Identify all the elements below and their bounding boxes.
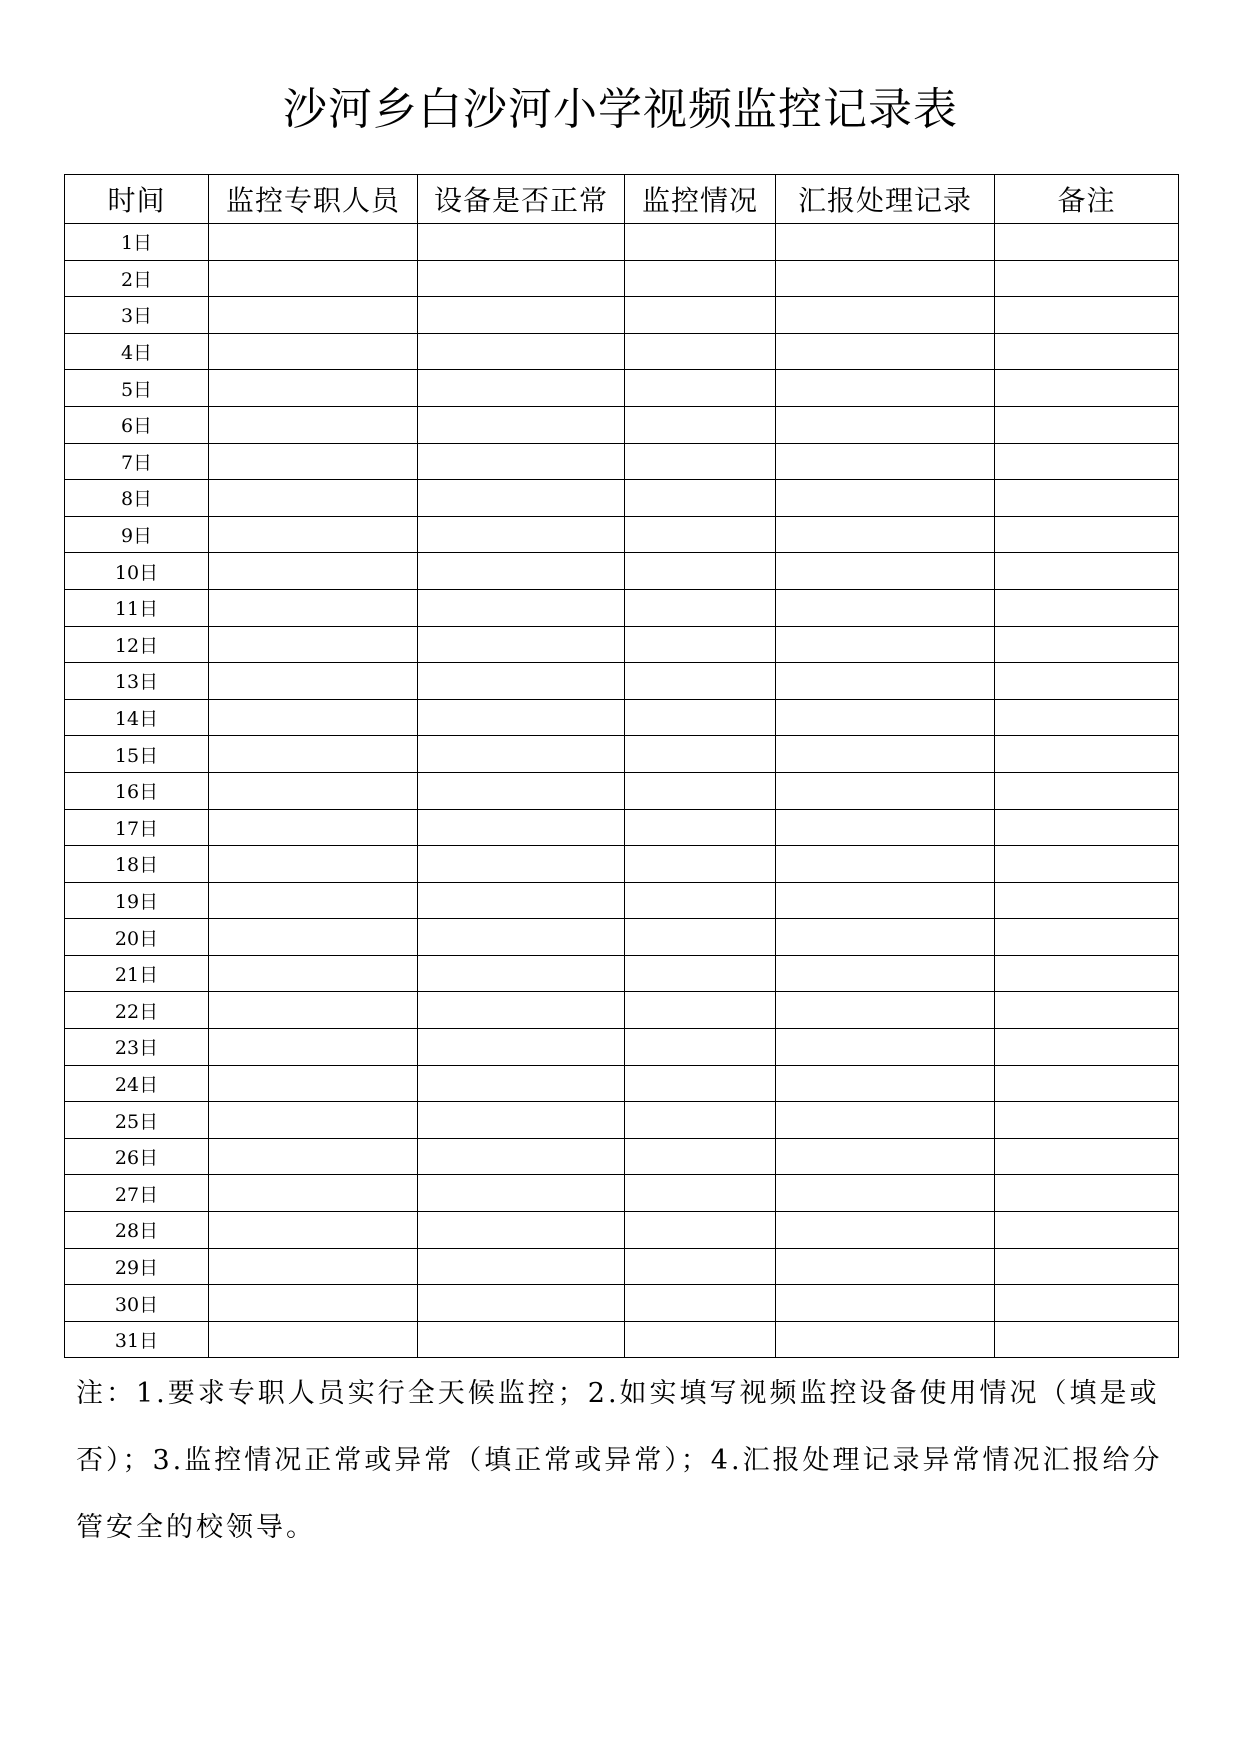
table-row <box>65 1138 1179 1175</box>
monitoring-log-table <box>64 174 1179 1358</box>
report-record-cell[interactable] <box>776 1248 995 1285</box>
remarks-cell[interactable] <box>995 1029 1179 1066</box>
table-row <box>65 1029 1179 1066</box>
remarks-cell[interactable] <box>995 1138 1179 1175</box>
remarks-cell[interactable] <box>995 663 1179 700</box>
report-record-cell[interactable] <box>776 772 995 809</box>
report-record-cell[interactable] <box>776 699 995 736</box>
report-record-cell[interactable] <box>776 1285 995 1322</box>
monitoring-status-cell[interactable] <box>625 1029 776 1066</box>
day-cell: 26日 <box>65 1138 209 1175</box>
equipment-status-cell[interactable] <box>418 1248 625 1285</box>
table-row <box>65 1212 1179 1249</box>
report-record-cell[interactable] <box>776 846 995 883</box>
day-cell: 1日 <box>65 224 209 261</box>
equipment-status-cell[interactable] <box>418 1065 625 1102</box>
remarks-cell[interactable] <box>995 919 1179 956</box>
table-row <box>65 480 1179 517</box>
monitoring-status-cell[interactable] <box>625 480 776 517</box>
equipment-status-cell[interactable] <box>418 1175 625 1212</box>
staff-cell[interactable] <box>209 1212 418 1249</box>
report-record-cell[interactable] <box>776 480 995 517</box>
day-cell: 13日 <box>65 663 209 700</box>
equipment-status-cell[interactable] <box>418 699 625 736</box>
remarks-cell[interactable] <box>995 882 1179 919</box>
table-row <box>65 955 1179 992</box>
remarks-cell[interactable] <box>995 1248 1179 1285</box>
table-row <box>65 297 1179 334</box>
staff-cell[interactable] <box>209 1285 418 1322</box>
equipment-status-cell[interactable] <box>418 1212 625 1249</box>
staff-cell[interactable] <box>209 224 418 261</box>
staff-cell[interactable] <box>209 516 418 553</box>
equipment-status-cell[interactable] <box>418 589 625 626</box>
equipment-status-cell[interactable] <box>418 480 625 517</box>
monitoring-status-cell[interactable] <box>625 1138 776 1175</box>
equipment-status-cell[interactable] <box>418 919 625 956</box>
day-cell: 12日 <box>65 626 209 663</box>
day-cell: 2日 <box>65 260 209 297</box>
day-cell: 30日 <box>65 1285 209 1322</box>
monitoring-status-cell[interactable] <box>625 370 776 407</box>
remarks-cell[interactable] <box>995 1175 1179 1212</box>
report-record-cell[interactable] <box>776 1102 995 1139</box>
equipment-status-cell[interactable] <box>418 1138 625 1175</box>
monitoring-status-cell[interactable] <box>625 663 776 700</box>
equipment-status-cell[interactable] <box>418 882 625 919</box>
day-cell: 10日 <box>65 553 209 590</box>
staff-cell[interactable] <box>209 370 418 407</box>
staff-cell[interactable] <box>209 809 418 846</box>
day-cell: 4日 <box>65 333 209 370</box>
day-cell: 17日 <box>65 809 209 846</box>
day-cell: 23日 <box>65 1029 209 1066</box>
table-row <box>65 663 1179 700</box>
monitoring-status-cell[interactable] <box>625 516 776 553</box>
day-cell: 29日 <box>65 1248 209 1285</box>
staff-cell[interactable] <box>209 553 418 590</box>
column-header-report-record: 汇报处理记录 <box>776 175 995 224</box>
staff-cell[interactable] <box>209 260 418 297</box>
monitoring-status-cell[interactable] <box>625 297 776 334</box>
report-record-cell[interactable] <box>776 809 995 846</box>
remarks-cell[interactable] <box>995 297 1179 334</box>
equipment-status-cell[interactable] <box>418 846 625 883</box>
day-cell: 3日 <box>65 297 209 334</box>
day-cell: 31日 <box>65 1321 209 1358</box>
staff-cell[interactable] <box>209 1321 418 1358</box>
staff-cell[interactable] <box>209 1175 418 1212</box>
equipment-status-cell[interactable] <box>418 809 625 846</box>
remarks-cell[interactable] <box>995 480 1179 517</box>
table-row <box>65 1102 1179 1139</box>
report-record-cell[interactable] <box>776 443 995 480</box>
staff-cell[interactable] <box>209 992 418 1029</box>
table-row <box>65 846 1179 883</box>
monitoring-status-cell[interactable] <box>625 1065 776 1102</box>
remarks-cell[interactable] <box>995 370 1179 407</box>
remarks-cell[interactable] <box>995 406 1179 443</box>
remarks-cell[interactable] <box>995 846 1179 883</box>
remarks-cell[interactable] <box>995 955 1179 992</box>
report-record-cell[interactable] <box>776 224 995 261</box>
equipment-status-cell[interactable] <box>418 516 625 553</box>
table-row <box>65 333 1179 370</box>
remarks-cell[interactable] <box>995 626 1179 663</box>
monitoring-status-cell[interactable] <box>625 406 776 443</box>
table-row <box>65 370 1179 407</box>
day-cell: 5日 <box>65 370 209 407</box>
report-record-cell[interactable] <box>776 370 995 407</box>
remarks-cell[interactable] <box>995 736 1179 773</box>
monitoring-status-cell[interactable] <box>625 1175 776 1212</box>
report-record-cell[interactable] <box>776 297 995 334</box>
report-record-cell[interactable] <box>776 1065 995 1102</box>
table-row <box>65 772 1179 809</box>
equipment-status-cell[interactable] <box>418 663 625 700</box>
monitoring-status-cell[interactable] <box>625 589 776 626</box>
remarks-cell[interactable] <box>995 992 1179 1029</box>
monitoring-status-cell[interactable] <box>625 1212 776 1249</box>
report-record-cell[interactable] <box>776 1321 995 1358</box>
remarks-cell[interactable] <box>995 589 1179 626</box>
remarks-cell[interactable] <box>995 516 1179 553</box>
monitoring-status-cell[interactable] <box>625 1102 776 1139</box>
day-cell: 15日 <box>65 736 209 773</box>
equipment-status-cell[interactable] <box>418 626 625 663</box>
monitoring-status-cell[interactable] <box>625 224 776 261</box>
column-header-monitoring-status: 监控情况 <box>625 175 776 224</box>
staff-cell[interactable] <box>209 333 418 370</box>
staff-cell[interactable] <box>209 589 418 626</box>
report-record-cell[interactable] <box>776 955 995 992</box>
staff-cell[interactable] <box>209 736 418 773</box>
report-record-cell[interactable] <box>776 406 995 443</box>
staff-cell[interactable] <box>209 1029 418 1066</box>
monitoring-status-cell[interactable] <box>625 809 776 846</box>
equipment-status-cell[interactable] <box>418 260 625 297</box>
table-row <box>65 992 1179 1029</box>
table-row <box>65 1321 1179 1358</box>
report-record-cell[interactable] <box>776 1138 995 1175</box>
staff-cell[interactable] <box>209 1138 418 1175</box>
staff-cell[interactable] <box>209 772 418 809</box>
table-row <box>65 406 1179 443</box>
header-row <box>65 175 1179 224</box>
monitoring-status-cell[interactable] <box>625 260 776 297</box>
equipment-status-cell[interactable] <box>418 1029 625 1066</box>
report-record-cell[interactable] <box>776 882 995 919</box>
equipment-status-cell[interactable] <box>418 370 625 407</box>
staff-cell[interactable] <box>209 1248 418 1285</box>
table-row <box>65 1248 1179 1285</box>
staff-cell[interactable] <box>209 955 418 992</box>
equipment-status-cell[interactable] <box>418 553 625 590</box>
monitoring-status-cell[interactable] <box>625 992 776 1029</box>
monitoring-status-cell[interactable] <box>625 772 776 809</box>
equipment-status-cell[interactable] <box>418 992 625 1029</box>
day-cell: 28日 <box>65 1212 209 1249</box>
day-cell: 9日 <box>65 516 209 553</box>
report-record-cell[interactable] <box>776 333 995 370</box>
remarks-cell[interactable] <box>995 1102 1179 1139</box>
footnote: 注：1.要求专职人员实行全天候监控；2.如实填写视频监控设备使用情况（填是或否）；3.监控情况正常或异常（填正常或异常）；4.汇报处理记录异常情况汇报给分管安全的校领导。 <box>76 1378 1163 1543</box>
staff-cell[interactable] <box>209 846 418 883</box>
report-record-cell[interactable] <box>776 736 995 773</box>
monitoring-status-cell[interactable] <box>625 1248 776 1285</box>
day-cell: 6日 <box>65 406 209 443</box>
report-record-cell[interactable] <box>776 1029 995 1066</box>
remarks-cell[interactable] <box>995 333 1179 370</box>
table-row <box>65 443 1179 480</box>
day-cell: 20日 <box>65 919 209 956</box>
remarks-cell[interactable] <box>995 1321 1179 1358</box>
day-cell: 25日 <box>65 1102 209 1139</box>
equipment-status-cell[interactable] <box>418 736 625 773</box>
equipment-status-cell[interactable] <box>418 1321 625 1358</box>
table-row <box>65 516 1179 553</box>
remarks-cell[interactable] <box>995 1065 1179 1102</box>
monitoring-status-cell[interactable] <box>625 882 776 919</box>
monitoring-status-cell[interactable] <box>625 699 776 736</box>
remarks-cell[interactable] <box>995 1285 1179 1322</box>
monitoring-status-cell[interactable] <box>625 846 776 883</box>
column-header-equipment-status: 设备是否正常 <box>418 175 625 224</box>
page-title: 沙河乡白沙河小学视频监控记录表 <box>283 84 958 135</box>
table-row <box>65 699 1179 736</box>
table-row <box>65 224 1179 261</box>
staff-cell[interactable] <box>209 882 418 919</box>
remarks-cell[interactable] <box>995 699 1179 736</box>
monitoring-status-cell[interactable] <box>625 443 776 480</box>
equipment-status-cell[interactable] <box>418 297 625 334</box>
monitoring-status-cell[interactable] <box>625 1321 776 1358</box>
day-cell: 7日 <box>65 443 209 480</box>
day-cell: 11日 <box>65 589 209 626</box>
day-cell: 21日 <box>65 955 209 992</box>
report-record-cell[interactable] <box>776 919 995 956</box>
monitoring-status-cell[interactable] <box>625 1285 776 1322</box>
monitoring-status-cell[interactable] <box>625 553 776 590</box>
day-cell: 24日 <box>65 1065 209 1102</box>
equipment-status-cell[interactable] <box>418 1285 625 1322</box>
equipment-status-cell[interactable] <box>418 333 625 370</box>
equipment-status-cell[interactable] <box>418 1102 625 1139</box>
report-record-cell[interactable] <box>776 1175 995 1212</box>
day-cell: 18日 <box>65 846 209 883</box>
day-cell: 27日 <box>65 1175 209 1212</box>
day-cell: 22日 <box>65 992 209 1029</box>
report-record-cell[interactable] <box>776 663 995 700</box>
monitoring-status-cell[interactable] <box>625 736 776 773</box>
monitoring-status-cell[interactable] <box>625 333 776 370</box>
monitoring-status-cell[interactable] <box>625 919 776 956</box>
staff-cell[interactable] <box>209 919 418 956</box>
remarks-cell[interactable] <box>995 772 1179 809</box>
remarks-cell[interactable] <box>995 809 1179 846</box>
remarks-cell[interactable] <box>995 553 1179 590</box>
staff-cell[interactable] <box>209 1102 418 1139</box>
staff-cell[interactable] <box>209 626 418 663</box>
day-cell: 8日 <box>65 480 209 517</box>
equipment-status-cell[interactable] <box>418 224 625 261</box>
remarks-cell[interactable] <box>995 260 1179 297</box>
column-header-time: 时间 <box>65 175 209 224</box>
report-record-cell[interactable] <box>776 260 995 297</box>
staff-cell[interactable] <box>209 443 418 480</box>
table-row <box>65 260 1179 297</box>
table-row <box>65 1065 1179 1102</box>
report-record-cell[interactable] <box>776 589 995 626</box>
column-header-staff: 监控专职人员 <box>209 175 418 224</box>
staff-cell[interactable] <box>209 1065 418 1102</box>
day-cell: 19日 <box>65 882 209 919</box>
remarks-cell[interactable] <box>995 224 1179 261</box>
equipment-status-cell[interactable] <box>418 772 625 809</box>
staff-cell[interactable] <box>209 699 418 736</box>
table-row <box>65 736 1179 773</box>
table-row <box>65 882 1179 919</box>
monitoring-status-cell[interactable] <box>625 955 776 992</box>
table-row <box>65 919 1179 956</box>
report-record-cell[interactable] <box>776 553 995 590</box>
report-record-cell[interactable] <box>776 992 995 1029</box>
day-cell: 14日 <box>65 699 209 736</box>
remarks-cell[interactable] <box>995 443 1179 480</box>
remarks-cell[interactable] <box>995 1212 1179 1249</box>
table-row <box>65 809 1179 846</box>
report-record-cell[interactable] <box>776 516 995 553</box>
column-header-remarks: 备注 <box>995 175 1179 224</box>
table-row <box>65 626 1179 663</box>
report-record-cell[interactable] <box>776 1212 995 1249</box>
equipment-status-cell[interactable] <box>418 406 625 443</box>
staff-cell[interactable] <box>209 406 418 443</box>
table-row <box>65 1175 1179 1212</box>
table-row <box>65 553 1179 590</box>
equipment-status-cell[interactable] <box>418 443 625 480</box>
table-row <box>65 589 1179 626</box>
report-record-cell[interactable] <box>776 626 995 663</box>
staff-cell[interactable] <box>209 297 418 334</box>
equipment-status-cell[interactable] <box>418 955 625 992</box>
day-cell: 16日 <box>65 772 209 809</box>
staff-cell[interactable] <box>209 663 418 700</box>
table-row <box>65 1285 1179 1322</box>
monitoring-status-cell[interactable] <box>625 626 776 663</box>
staff-cell[interactable] <box>209 480 418 517</box>
